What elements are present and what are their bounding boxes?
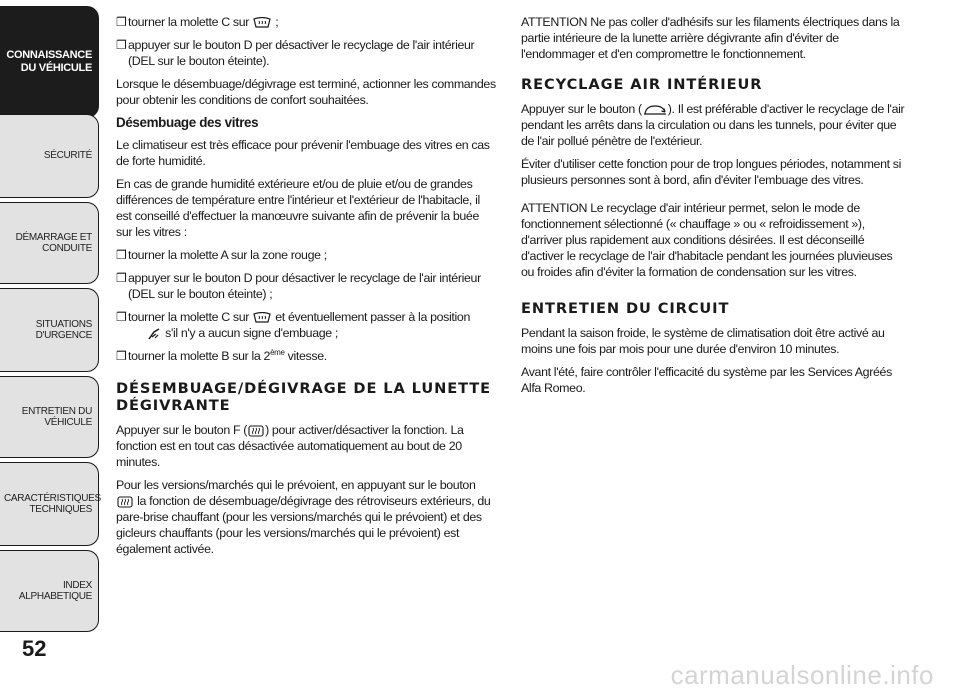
paragraph: Pendant la saison froide, le système de climatisation doit être activé au moins une fois par mois pour une durée d'environ 10 minutes. (521, 326, 885, 356)
tab-label: CARACTÉRISTIQUES TECHNIQUES (4, 492, 101, 515)
checkbox-bullet-icon: ❒ (116, 15, 127, 29)
windshield-defrost-icon (253, 312, 271, 324)
paragraph: Lorsque le désembuage/dégivrage est terminé, actionner les commandes pour obtenir les conditions de confort souhaitées. (116, 77, 496, 107)
tab-demarrage-conduite[interactable] (0, 202, 99, 284)
subheading: Désembuage des vitres (116, 115, 259, 130)
checkbox-bullet-icon: ❒ (116, 248, 127, 262)
tab-label: SÉCURITÉ (43, 150, 92, 162)
section-heading: DÉSEMBUAGE/DÉGIVRAGE DE LA LUNETTE DÉGIVRANTE (116, 380, 491, 414)
tab-label: INDEX ALPHABETIQUE (18, 579, 92, 602)
checkbox-bullet-icon: ❒ (116, 349, 127, 363)
right-column (521, 14, 907, 403)
paragraph: Pour les versions/marchés qui le prévoient, en appuyant sur le bouton la fonction de désembuage/dégivrage des rétroviseurs extérieurs, du pare-brise chauffant (pour les versions/marchés qui le prévoient) et des gicleurs chauffants (pour les versions/marchés qui le prévoient) est également activée. (116, 478, 491, 556)
paragraph: Avant l'été, faire contrôler l'efficacité du système par les Services Agréés Alfa Romeo. (521, 365, 892, 395)
list-item: ❒ tourner la molette C sur ; (116, 15, 279, 29)
tab-entretien-vehicule[interactable] (0, 376, 99, 458)
tab-label: CONNAISSANCE DU VÉHICULE (6, 49, 92, 74)
paragraph: En cas de grande humidité extérieure et/ou de pluie et/ou de grandes différences de température entre l'intérieur et l'extérieur de l'habitacle, il est conseillé d'effectuer la manœuvre suivante afin de prévenir la buée sur les vitres : (116, 177, 480, 239)
tab-securite[interactable] (0, 114, 99, 198)
tab-caracteristiques-techniques[interactable] (0, 462, 99, 546)
rear-window-defrost-icon (117, 496, 133, 508)
tab-label: SITUATIONS D'URGENCE (35, 318, 92, 341)
paragraph: ATTENTION Ne pas coller d'adhésifs sur les filaments électriques dans la partie intérieure de la lunette arrière dégivrante afin d'éviter de l'endommager et d'en compromettre le fonctionnement. (521, 15, 900, 61)
list-item: ❒ appuyer sur le bouton D per désactiver le recyclage de l'air intérieur (DEL sur le bouton éteinte). (116, 38, 475, 68)
left-column (116, 14, 496, 564)
paragraph: ATTENTION Le recyclage d'air intérieur permet, selon le mode de fonctionnement sélectionné (« chauffage » ou « refroidissement »), d'arriver plus rapidement aux conditions désirées. Il est déconseillé d'activer le recyclage de l'air d'habitacle pendant les journées pluvieuses ou froides afin d'éviter la formation de condensation sur les vitres. (521, 201, 893, 279)
paragraph: Appuyer sur le bouton ( ). Il est préférable d'activer le recyclage de l'air pendant les arrêts dans la circulation ou dans les tunnels, pour éviter que de l'air pollué pénètre de l'extérieur. (521, 102, 905, 148)
section-heading: RECYCLAGE AIR INTÉRIEUR (521, 76, 763, 93)
list-item: ❒ tourner la molette C sur et éventuellement passer à la position s'il n'y a aucun signe d'embuage ; (116, 310, 470, 340)
checkbox-bullet-icon: ❒ (116, 271, 127, 285)
rear-window-defrost-icon (248, 425, 264, 437)
watermark: carmanualsonline.info (670, 660, 934, 690)
page-number: 52 (22, 636, 47, 661)
list-item: ❒ tourner la molette B sur la 2ème vitesse. (116, 347, 327, 363)
tab-index-alphabetique[interactable] (0, 550, 99, 632)
checkbox-bullet-icon: ❒ (116, 38, 127, 52)
paragraph: Appuyer sur le bouton F ( ) pour activer/désactiver la fonction. La fonction est en tout cas désactivée automatiquement au bout de 20 minutes. (116, 423, 464, 469)
paragraph: Éviter d'utiliser cette fonction pour de trop longues périodes, notamment si plusieurs personnes sont à bord, afin d'éviter l'embuage des vitres. (521, 157, 902, 187)
windshield-defrost-icon (253, 17, 271, 29)
tab-label: DÉMARRAGE ET CONDUITE (15, 231, 92, 254)
list-item: ❒ appuyer sur le bouton D pour désactiver le recyclage de l'air intérieur (DEL sur le bouton éteinte) ; (116, 271, 481, 301)
tab-connaissance-vehicule[interactable] (0, 6, 99, 118)
tab-label: ENTRETIEN DU VÉHICULE (21, 405, 92, 428)
tab-situations-urgence[interactable] (0, 288, 99, 372)
section-heading: ENTRETIEN DU CIRCUIT (521, 300, 730, 317)
paragraph: Le climatiseur est très efficace pour prévenir l'embuage des vitres en cas de forte humidité. (116, 138, 490, 168)
floor-windshield-icon (147, 328, 161, 340)
list-item: ❒ tourner la molette A sur la zone rouge ; (116, 248, 327, 262)
checkbox-bullet-icon: ❒ (116, 310, 127, 324)
air-recirculation-icon (643, 104, 667, 116)
